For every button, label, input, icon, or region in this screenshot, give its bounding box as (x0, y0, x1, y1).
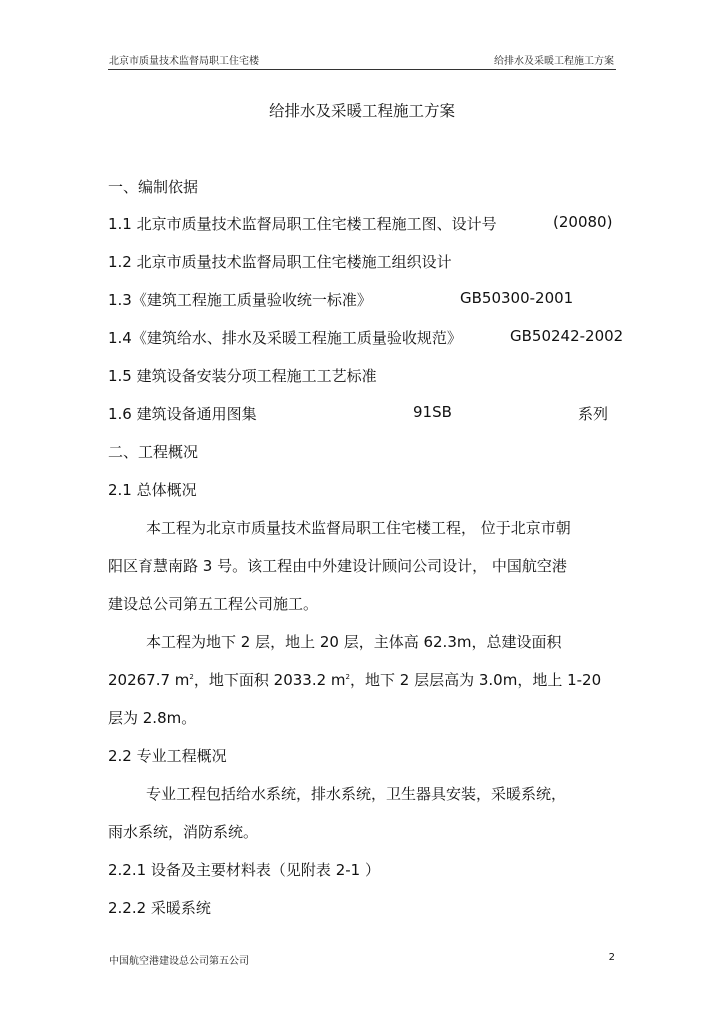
basis-item-6-ref: 91SB (413, 403, 452, 421)
basis-item-4-text: 1.4《建筑给水、排水及采暖工程施工质量验收规范》 (108, 329, 462, 347)
basis-item-1-text: 1.1 北京市质量技术监督局职工住宅楼工程施工图、设计号 (108, 215, 497, 233)
overview-para1-line1: 本工程为北京市质量技术监督局职工住宅楼工程， 位于北京市朝 (146, 519, 571, 537)
overview-para2-line1: 本工程为地下 2 层，地上 20 层，主体高 62.3m，总建设面积 (146, 633, 562, 651)
footer-company: 中国航空港建设总公司第五公司 (109, 956, 249, 967)
subsection-2-1-heading: 2.1 总体概况 (108, 481, 197, 499)
subsection-2-2-2-heading: 2.2.2 采暖系统 (108, 899, 211, 917)
basis-item-3-text: 1.3《建筑工程施工质量验收统一标准》 (108, 291, 372, 309)
basis-item-3 (108, 289, 608, 310)
header-left-text: 北京市质量技术监督局职工住宅楼 (109, 56, 259, 67)
subsection-2-2-heading: 2.2 专业工程概况 (108, 747, 227, 765)
basis-item-4-ref: GB50242-2002 (510, 327, 624, 345)
overview-para1-line2: 阳区育慧南路 3 号。该工程由中外建设计顾问公司设计， 中国航空港 (108, 557, 567, 575)
para2-floor-heights: ，地下 2 层层高为 3.0m，地上 1-20 (350, 671, 602, 689)
basis-item-1 (108, 213, 613, 234)
basis-item-4 (108, 327, 624, 348)
basis-item-5: 1.5 建筑设备安装分项工程施工工艺标准 (108, 367, 377, 385)
page-number: 2 (608, 952, 615, 963)
header-rule (108, 69, 616, 70)
para2-area-total: 20267.7 m (108, 671, 190, 689)
basis-item-3-ref: GB50300-2001 (460, 289, 574, 307)
overview-para2-line2 (108, 669, 601, 690)
section1-heading: 一、编制依据 (108, 178, 199, 196)
specialty-para-line2: 雨水系统，消防系统。 (108, 823, 259, 841)
specialty-para-line1: 专业工程包括给水系统，排水系统，卫生器具安装，采暖系统， (146, 785, 567, 803)
basis-item-6-text: 1.6 建筑设备通用图集 (108, 405, 257, 423)
overview-para1-line3: 建设总公司第五工程公司施工。 (108, 595, 319, 613)
header-right-text: 给排水及采暖工程施工方案 (494, 56, 614, 67)
overview-para2-line3: 层为 2.8m。 (108, 709, 197, 727)
basis-item-1-ref: (20080) (553, 213, 613, 231)
para2-area-basement: ，地下面积 2033.2 m (193, 671, 346, 689)
section2-heading: 二、工程概况 (108, 443, 199, 461)
subsection-2-2-1-heading: 2.2.1 设备及主要材料表（见附表 2-1 ） (108, 861, 380, 879)
basis-item-6-suffix: 系列 (578, 405, 609, 423)
document-title: 给排水及采暖工程施工方案 (268, 102, 455, 120)
superscript-2: 2 (345, 673, 350, 681)
superscript-2: 2 (189, 673, 194, 681)
basis-item-6 (108, 403, 613, 424)
basis-item-2: 1.2 北京市质量技术监督局职工住宅楼施工组织设计 (108, 253, 452, 271)
